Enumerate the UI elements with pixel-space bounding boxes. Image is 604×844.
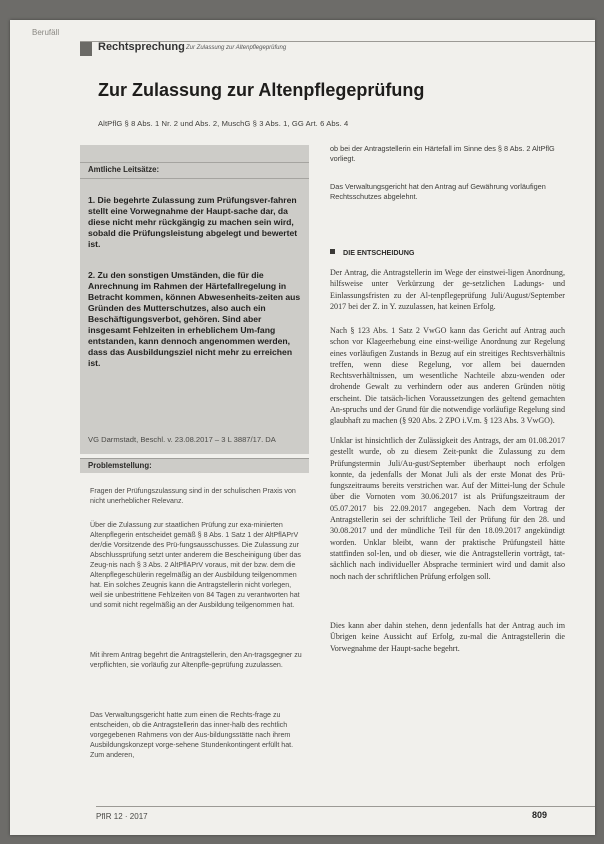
leitsaetze-heading-bar [80, 162, 309, 179]
problem-paragraph: Mit ihrem Antrag begehrt die Antragstellerin, den An-tragsgegner zu verpflichten, sie vorläufig zur Altenpfle-geprüfung zuzulassen. [90, 651, 302, 669]
rubric-subtitle: Zur Zulassung zur Altenpflegeprüfung [186, 45, 287, 51]
footer-rule [96, 806, 595, 807]
leitsaetze-heading: Amtliche Leitsätze: [88, 165, 160, 174]
problem-heading: Problemstellung: [88, 461, 152, 470]
intro-paragraph: ob bei der Antragstellerin ein Härtefall im Sinne des § 8 Abs. 2 AltPflG vorliegt. [330, 144, 555, 164]
leitsatz-1: 1. Die begehrte Zulassung zum Prüfungsver-fahren stellt eine Vorwegnahme der Haupt-sache dar, da diese nicht mehr rückgängig zu machen sein wird, sobald die Prüfungsleistung abgelegt und bewertet ist. [88, 195, 298, 249]
article-title: Zur Zulassung zur Altenpflegeprüfung [98, 80, 425, 100]
heading-square-marker [330, 249, 335, 254]
decision-heading-label: DIE ENTSCHEIDUNG [343, 248, 415, 257]
problem-heading-bar [80, 458, 309, 473]
decision-paragraph: Dies kann aber dahin stehen, denn jedenfalls hat der Antrag auch im Übrigen keine Aussicht auf Erfolg, zu-mal die Antragstellerin die Vorwegnahme der Haupt-sache begehrt. [330, 621, 565, 653]
problem-paragraph: Über die Zulassung zur staatlichen Prüfung zur exa-minierten Altenpflegerin entscheidet gemäß § 8 Abs. 1 Satz 1 der AltPflAPrV der/die Vorsitzende des Prü-fungsausschusses. Die Zulassung zur Abschlussprüfung setzt unter anderem die Bescheinigung über das Zeug-nis nach § 3 Abs. 2 AltPflAPrV voraus, mit der bzw. dem die Altenpflegeschülerin regelmäßig an der Ausbildung teilgenommen hat. Ein solches Zeugnis kann die Antragstellerin nicht vorlegen, weil sie unbestrittene Fehlzeiten von 84 Tagen zu verantworten hat und somit nicht regelmäßig an der Ausbildung teilgenommen hat. [90, 521, 301, 609]
intro-paragraph: Das Verwaltungsgericht hat den Antrag auf Gewährung vorläufigen Rechtsschutzes abgelehnt. [330, 182, 546, 202]
rubric-marker [80, 42, 92, 56]
leitsatz-2: 2. Zu den sonstigen Umständen, die für die Anrechnung im Rahmen der Härtefallregelung in Betracht kommen, können Abwesenheits-zeiten aus Gründen des Mutterschutzes, also auch ein Beschäftigungsverbot, gehören. Sind aber insgesamt Fehlzeiten in erheblichem Um-fang entstanden, kann dennoch angenommen werden, dass das Ausbildungsziel nicht mehr zu erreichen ist. [88, 270, 301, 368]
article-norms: AltPflG § 8 Abs. 1 Nr. 2 und Abs. 2, MuschG § 3 Abs. 1, GG Art. 6 Abs. 4 [98, 119, 349, 128]
decision-heading [330, 248, 414, 257]
page-number: 809 [532, 810, 548, 820]
decision-paragraph: Der Antrag, die Antragstellerin im Wege der einstwei-ligen Anordnung, hilfsweise unter Verkürzung der ge-setzlichen Ladungs- und Einlassungsfristen zu der Al-tenpflegeprüfung Juli/August/September 2017 bei der Z. in Y. zuzulassen, hat keinen Erfolg. [330, 268, 565, 311]
problem-paragraph: Fragen der Prüfungszulassung sind in der schulischen Praxis von nicht unerheblicher Relevanz. [90, 487, 296, 505]
section-tag: Berufäll [32, 28, 60, 37]
document-page [10, 20, 595, 835]
journal-issue: PfIR 12 · 2017 [96, 812, 148, 821]
problem-paragraph: Das Verwaltungsgericht hatte zum einen die Rechts-frage zu entscheiden, ob die Antragstellerin das inner-halb des rechtlich vorgegebenen Rahmens von der Aus-bildungsstätte nach ihrem Ausbildungskonzept vorge-sehene Stundenkontingent erfüllt hat. Zum anderen, [90, 711, 294, 759]
decision-paragraph: Nach § 123 Abs. 1 Satz 2 VwGO kann das Gericht auf Antrag auch schon vor Klageerhebung eine einst-weilige Anordnung zur Regelung eines vorläufigen Zustands in Bezug auf ein streitiges Rechtsverhältnis treffen, wenn diese Regelung, vor allem bei dauernden Rechtsverhältnissen, um wesentliche Nachteile abzu-wenden oder drohende Gewalt zu verhindern oder aus anderen Gründen nötig erscheint. Die tatsäch-lichen Voraussetzungen des geltend gemachten An-spruchs und der Grund für die notwendige vorläufige Regelung sind glaubhaft zu machen (§ 920 Abs. 2 ZPO i.V.m. § 123 Abs. 3 VwGO). [330, 326, 565, 426]
decision-paragraph: Unklar ist hinsichtlich der Zulässigkeit des Antrags, der am 01.08.2017 gestellt wurde, ob zu diesem Zeit-punkt die Zulassung zu dem Prüfungstermin Juli/Au-gust/September überhaupt noch erfolgen konnte, da jedenfalls der Monat Juli als der erste Monat des Prü-fungszeitraums bereits verstrichen war. Auf der Mittei-lung der Schule über die Vornoten vom 30.06.2017 ist als Prüfungszeitraum der 05.07.2017 bis 22.09.2017 angegeben. Nach dem Vortrag der Antragstellerin sei der schriftliche Teil der Prüfung für den 28. und 30.08.2017 und der mündliche Teil für den 18.09.2017 angekündigt worden. Unklar bleibt, wann der praktische Prüfungsteil hätte stattfinden sol-len, und ob dieser, wie die Antragstellerin vorträgt, tat-sächlich nach individueller Absprache terminiert wird und damit also noch nach der schriftlichen Prüfung erfolgen soll. [330, 436, 565, 581]
rubric-title: Rechtsprechung [98, 41, 185, 53]
court-citation: VG Darmstadt, Beschl. v. 23.08.2017 – 3 L 3887/17. DA [88, 435, 276, 444]
